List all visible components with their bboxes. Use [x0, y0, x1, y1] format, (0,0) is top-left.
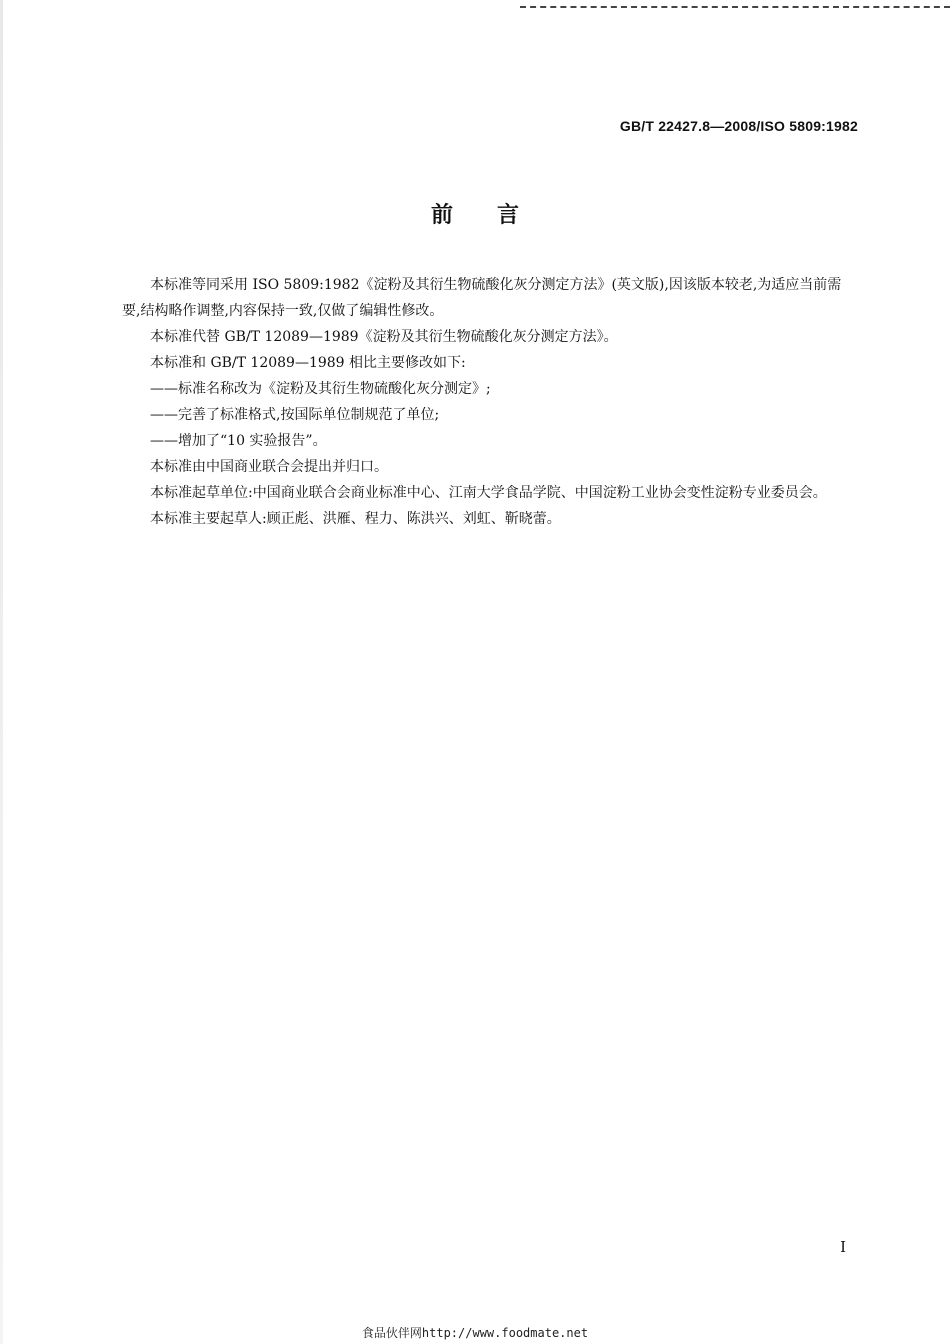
- list-item-change-name: ——标准名称改为《淀粉及其衍生物硫酸化灰分测定》;: [150, 381, 491, 397]
- paragraph-replaces: 本标准代替 GB/T 12089—1989《淀粉及其衍生物硫酸化灰分测定方法》。: [150, 329, 618, 345]
- list-item-change-format: ——完善了标准格式,按国际单位制规范了单位;: [150, 407, 440, 423]
- page-number: I: [840, 1238, 846, 1256]
- paragraph-drafters: 本标准主要起草人:顾正彪、洪雁、程力、陈洪兴、刘虹、靳晓蕾。: [150, 511, 561, 527]
- paragraph-proposer: 本标准由中国商业联合会提出并归口。: [150, 459, 388, 475]
- list-item-change-report: ——增加了“10 实验报告”。: [150, 433, 327, 449]
- paragraph-adoption: 本标准等同采用 ISO 5809:1982《淀粉及其衍生物硫酸化灰分测定方法》(英文版),因该版本较老,为适应当前需要,结构略作调整,内容保持一致,仅做了编辑性修改。: [122, 277, 842, 319]
- footer-watermark: 食品伙伴网http://www.foodmate.net: [361, 1326, 589, 1340]
- standard-number: GB/T 22427.8—2008/ISO 5809:1982: [619, 118, 858, 134]
- scan-border-mark: [520, 6, 950, 8]
- document-body: [122, 272, 858, 532]
- page-title: 前言: [430, 203, 563, 228]
- paragraph-drafting-units: 本标准起草单位:中国商业联合会商业标准中心、江南大学食品学院、中国淀粉工业协会变性淀粉专业委员会。: [150, 485, 827, 501]
- paragraph-changes-intro: 本标准和 GB/T 12089—1989 相比主要修改如下:: [150, 355, 466, 371]
